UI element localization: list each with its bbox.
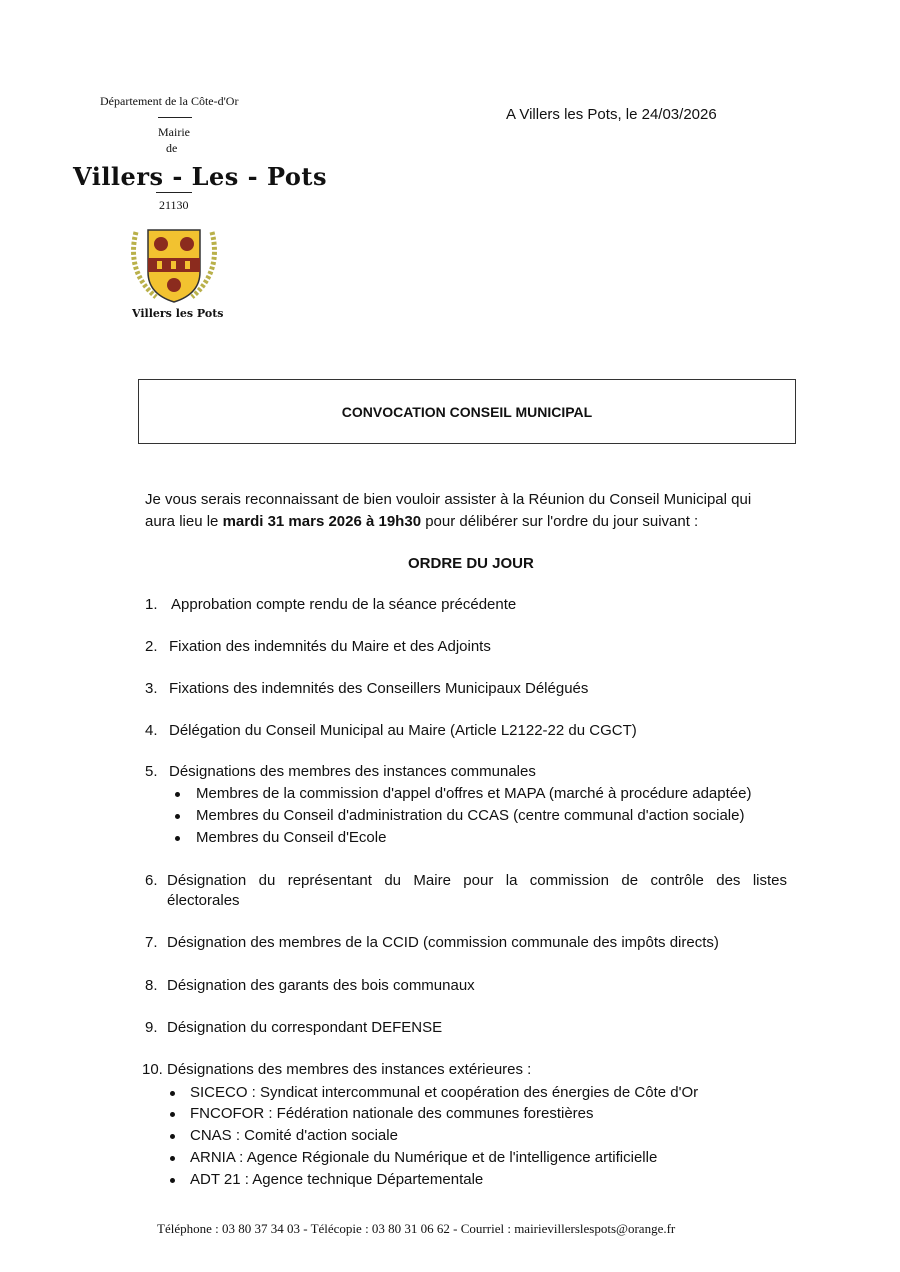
intro-text: aura lieu le	[145, 513, 223, 530]
postcode: 21130	[159, 198, 189, 212]
bullet-icon	[170, 1156, 175, 1161]
agenda-subitem: SICECO : Syndicat intercommunal et coopération des énergies de Côte d'Or	[190, 1084, 699, 1101]
agenda-item-number: 6.	[145, 872, 158, 889]
bullet-icon	[170, 1178, 175, 1183]
agenda-subitem: ADT 21 : Agence technique Départementale	[190, 1171, 484, 1188]
agenda-item-number: 9.	[145, 1019, 158, 1036]
agenda-item-text: Délégation du Conseil Municipal au Maire (Article L2122-22 du CGCT)	[169, 722, 637, 739]
agenda-subitem: CNAS : Comité d'action sociale	[190, 1127, 398, 1144]
agenda-item-text: Désignation du représentant du Maire pour la commission de contrôle des listes	[167, 872, 787, 889]
mairie-label: Mairie	[158, 125, 190, 139]
agenda-item-text: Désignation des membres de la CCID (commission communale des impôts directs)	[167, 934, 719, 951]
department-label: Département de la Côte-d'Or	[100, 94, 239, 108]
bullet-icon	[175, 792, 180, 797]
agenda-item-number: 10.	[142, 1061, 163, 1078]
town-name: Villers - Les - Pots	[73, 162, 327, 191]
agenda-item-text: Fixations des indemnités des Conseillers Municipaux Délégués	[169, 680, 589, 697]
agenda-item-text: électorales	[167, 892, 240, 909]
agenda-item-text: Désignations des membres des instances extérieures :	[167, 1061, 532, 1078]
document-title-box	[138, 379, 796, 444]
bullet-icon	[170, 1091, 175, 1096]
bullet-icon	[175, 836, 180, 841]
agenda-subitem: Membres du Conseil d'Ecole	[196, 829, 387, 846]
agenda-subitem: FNCOFOR : Fédération nationale des communes forestières	[190, 1105, 594, 1122]
meeting-datetime: mardi 31 mars 2026 à 19h30	[222, 513, 422, 530]
agenda-item-text: Désignations des membres des instances communales	[169, 763, 536, 780]
agenda-item-number: 2.	[145, 638, 158, 655]
place-date: A Villers les Pots, le 24/03/2026	[506, 106, 717, 123]
intro-line-1: Je vous serais reconnaissant de bien vouloir assister à la Réunion du Conseil Municipal qui	[145, 491, 752, 508]
agenda-heading: ORDRE DU JOUR	[408, 555, 534, 572]
agenda-item-number: 1.	[145, 596, 158, 613]
bullet-icon	[170, 1112, 175, 1117]
agenda-subitem: Membres de la commission d'appel d'offres et MAPA (marché à procédure adaptée)	[196, 785, 752, 802]
agenda-item-number: 4.	[145, 722, 158, 739]
intro-line-2	[145, 513, 698, 530]
agenda-item-text: Approbation compte rendu de la séance précédente	[171, 596, 517, 613]
agenda-item-text: Fixation des indemnités du Maire et des Adjoints	[169, 638, 491, 655]
intro-text: pour délibérer sur l'ordre du jour suivant :	[421, 513, 699, 530]
document-title: CONVOCATION CONSEIL MUNICIPAL	[341, 403, 593, 420]
agenda-item-number: 5.	[145, 763, 158, 780]
agenda-item-number: 7.	[145, 934, 158, 951]
divider	[156, 192, 192, 193]
agenda-item-number: 3.	[145, 680, 158, 697]
agenda-subitem: ARNIA : Agence Régionale du Numérique et de l'intelligence artificielle	[190, 1149, 658, 1166]
agenda-item-text: Désignation du correspondant DEFENSE	[167, 1019, 443, 1036]
agenda-item-text: Désignation des garants des bois communaux	[167, 977, 475, 994]
coat-of-arms-icon	[126, 222, 222, 308]
bullet-icon	[175, 814, 180, 819]
divider	[158, 117, 192, 118]
de-label: de	[166, 141, 178, 155]
bullet-icon	[170, 1134, 175, 1139]
crest-caption: Villers les Pots	[132, 307, 224, 320]
agenda-subitem: Membres du Conseil d'administration du CCAS (centre communal d'action sociale)	[196, 807, 745, 824]
agenda-item-number: 8.	[145, 977, 158, 994]
footer-contact: Téléphone : 03 80 37 34 03 - Télécopie : 03 80 31 06 62 - Courriel : mairievillerslespots@orange.fr	[157, 1221, 676, 1236]
